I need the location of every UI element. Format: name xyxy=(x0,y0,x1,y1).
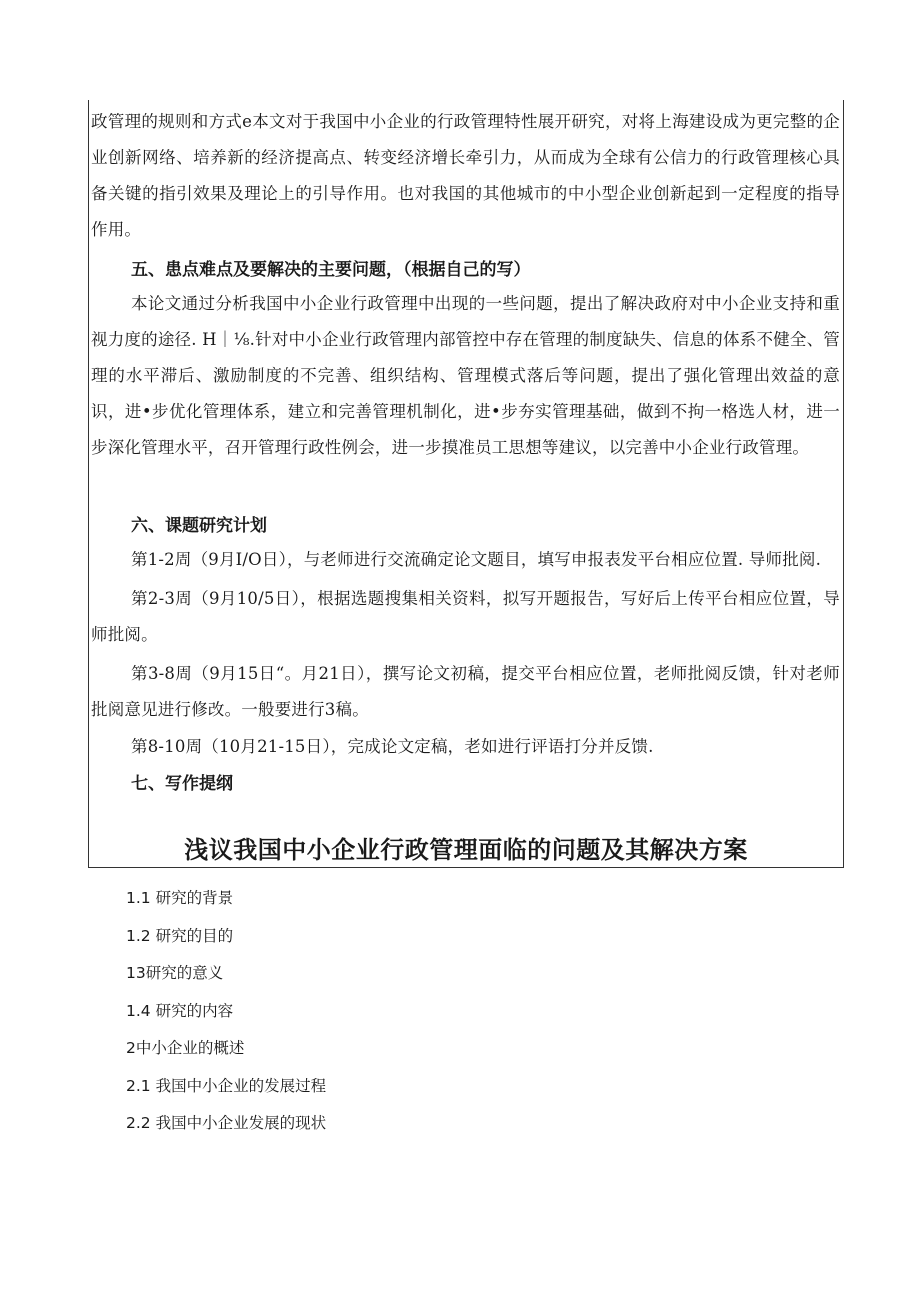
section5-heading: 五、患点难点及要解决的主要问题，（根据自己的写） xyxy=(131,260,531,280)
section5-body: 本论文通过分析我国中小企业行政管理中出现的一些问题，提出了解决政府对中小企业支持和重视力度的途径. H｜⅛.针对中小企业行政管理内部管控中存在管理的制度缺失、信息的体系不健全、管理的水平滞后、激励制度的不完善、组织结构、管理模式落后等问题，提出了强化管理出效益的意识，进•步优化管理体系，建立和完善管理机制化，进•步夯实管理基础，做到不拘一格选人材，进一步深化管理水平，召开管理行政性例会，进一步摸准员工思想等建议，以完善中小企业行政管理。 xyxy=(91,294,840,457)
toc-item-1-1: 1.1 研究的背景 xyxy=(126,889,234,907)
toc-item-2: 2中小企业的概述 xyxy=(126,1039,245,1057)
toc-item-1-2: 1.2 研究的目的 xyxy=(126,927,234,945)
plan-item-1: 第1-2周（9月I/O日），与老师进行交流确定论文题目，填写申报表发平台相应位置. 导师批阅. xyxy=(131,550,822,569)
outline-title: 浅议我国中小企业行政管理面临的问题及其解决方案 xyxy=(184,836,748,864)
intro-paragraph: 政管理的规则和方式e本文对于我国中小企业的行政管理特性展开研究，对将上海建设成为更完整的企业创新网络、培养新的经济提高点、转变经济增长牵引力，从而成为全球有公信力的行政管理核心具备关键的指引效果及理论上的引导作用。也对我国的其他城市的中小型企业创新起到一定程度的指导作用。 xyxy=(91,112,840,239)
section7-heading: 七、写作提纲 xyxy=(131,774,233,794)
plan-item-4: 第8-10周（10月21-15日），完成论文定稿，老如进行评语打分并反馈. xyxy=(131,737,654,756)
section6-heading: 六、课题研究计划 xyxy=(131,516,267,536)
toc-item-1-3: 13研究的意义 xyxy=(126,964,224,982)
toc-item-2-2: 2.2 我国中小企业发展的现状 xyxy=(126,1114,327,1132)
plan-item-2: 第2-3周（9月10/5日），根据选题搜集相关资料，拟写开题报告，写好后上传平台相应位置，导师批阅。 xyxy=(91,589,840,644)
toc-item-2-1: 2.1 我国中小企业的发展过程 xyxy=(126,1077,327,1095)
toc-item-1-4: 1.4 研究的内容 xyxy=(126,1002,234,1020)
plan-item-3: 第3-8周（9月15日“。月21日），撰写论文初稿，提交平台相应位置，老师批阅反馈，针对老师批阅意见进行修改。一般要进行3稿。 xyxy=(91,664,840,719)
